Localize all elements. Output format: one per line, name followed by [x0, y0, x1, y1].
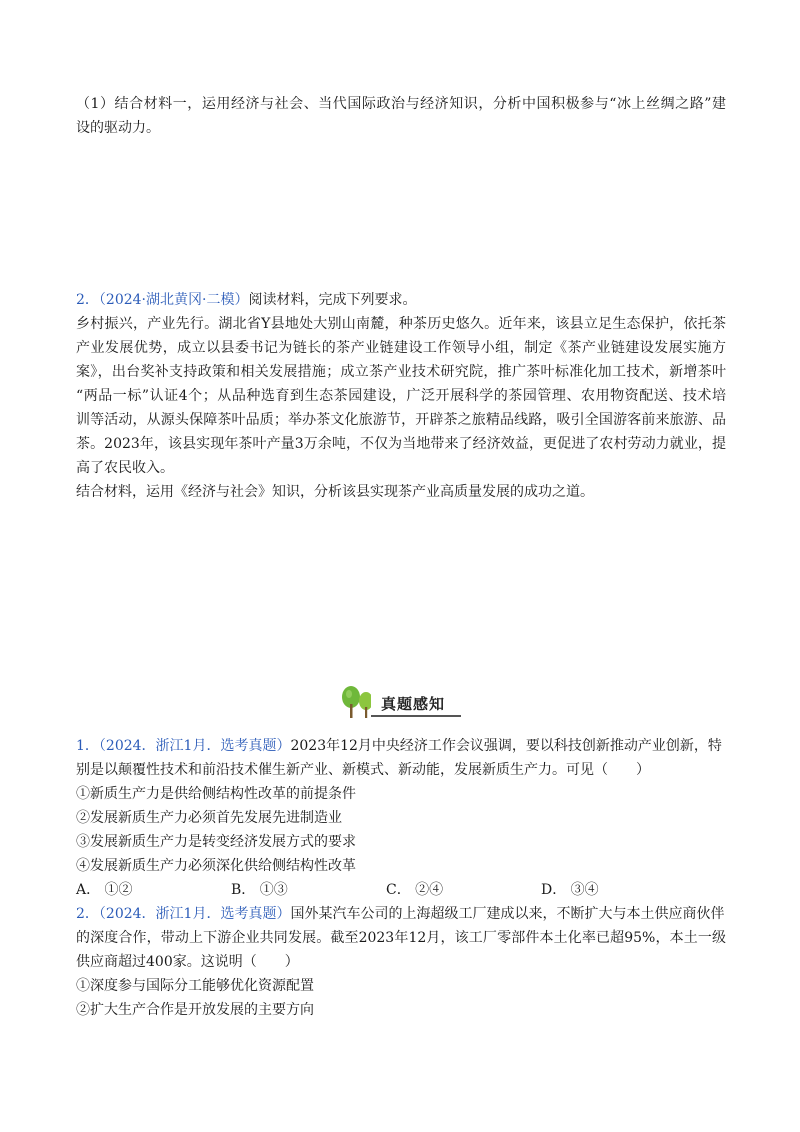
z1-stem-first: 2023年12月中央经济工作会议强调，要以科技创新推动产业创新，特	[290, 738, 722, 754]
z1-option-c[interactable]: C． ②④	[386, 882, 444, 898]
q2-block	[76, 288, 726, 504]
z2-stem-line: 的深度合作，带动上下游企业共同发展。截至2023年12月，该工厂零部件本土化率已超95%，本土一级	[76, 930, 726, 946]
q2-material-line: 高了农民收入。	[76, 460, 174, 476]
q1-part-block	[76, 92, 726, 140]
z1-source: （2024．浙江1月．选考真题）	[98, 738, 291, 754]
section-title: 真题感知	[381, 695, 446, 713]
q2-header	[76, 288, 726, 312]
q2-material-line: 茶。2023年，该县实现年茶叶产量3万余吨，不仅为当地带来了经济效益，更促进了农村劳动力就业，提	[76, 436, 726, 452]
section-banner	[339, 686, 463, 720]
z2-source: （2024．浙江1月．选考真题）	[98, 906, 291, 922]
z2-statement: ②扩大生产合作是开放发展的主要方向	[76, 1002, 314, 1018]
z1-option-b[interactable]: B． ①③	[231, 882, 288, 898]
z2-block	[76, 902, 726, 1022]
q2-material-line: 乡村振兴，产业先行。湖北省Y县地处大别山南麓，种茶历史悠久。近年来，该县立足生态保护，依托茶	[76, 316, 726, 332]
z2-header	[76, 902, 726, 926]
z2-number: 2．	[76, 906, 99, 922]
q2-task: 结合材料，运用《经济与社会》知识，分析该县实现茶产业高质量发展的成功之道。	[76, 484, 594, 500]
z2-statement: ①深度参与国际分工能够优化资源配置	[76, 978, 314, 994]
z1-header	[76, 734, 726, 758]
z1-statement: ①新质生产力是供给侧结构性改革的前提条件	[76, 786, 356, 802]
z2-stem-first: 国外某汽车公司的上海超级工厂建成以来，不断扩大与本土供应商伙伴	[290, 906, 725, 922]
z1-option-d[interactable]: D． ③④	[541, 882, 599, 898]
z1-number: 1．	[76, 738, 99, 754]
q2-prompt: 阅读材料，完成下列要求。	[248, 292, 417, 308]
q1-part-line: （1）结合材料一，运用经济与社会、当代国际政治与经济知识，分析中国积极参与“冰上丝绸之路”建	[76, 96, 726, 112]
z1-statement: ②发展新质生产力必须首先发展先进制造业	[76, 810, 342, 826]
q2-material-line: 案》，出台奖补支持政策和相关发展措施；成立茶产业技术研究院，推广茶叶标准化加工技术，新增茶叶	[76, 364, 726, 380]
z1-statement: ③发展新质生产力是转变经济发展方式的要求	[76, 834, 356, 850]
z1-stem-rest: 别是以颠覆性技术和前沿技术催生新产业、新模式、新动能，发展新质生产力。可见（ ）	[76, 762, 650, 778]
q2-number: 2．	[76, 292, 99, 308]
q2-material-line: 训等活动，从源头保障茶叶品质；举办茶文化旅游节，开辟茶之旅精品线路，吸引全国游客前来旅游、品	[76, 412, 726, 428]
z1-block	[76, 734, 726, 902]
q2-source: （2024·湖北黄冈·二模）	[98, 292, 249, 308]
z1-option-a[interactable]: A． ①②	[76, 882, 133, 898]
q2-material-line: 产业发展优势，成立以县委书记为链长的茶产业链建设工作领导小组，制定《茶产业链建设发展实施方	[76, 340, 726, 356]
q2-material-line: “两品一标”认证4个；从品种选育到生态茶园建设，广泛开展科学的茶园管理、农用物资配送、技术培	[76, 388, 726, 404]
z1-statement: ④发展新质生产力必须深化供给侧结构性改革	[76, 858, 356, 874]
z2-stem-line: 供应商超过400家。这说明（ ）	[76, 954, 299, 970]
z1-options	[76, 878, 726, 902]
q1-part-line: 设的驱动力。	[76, 120, 160, 136]
